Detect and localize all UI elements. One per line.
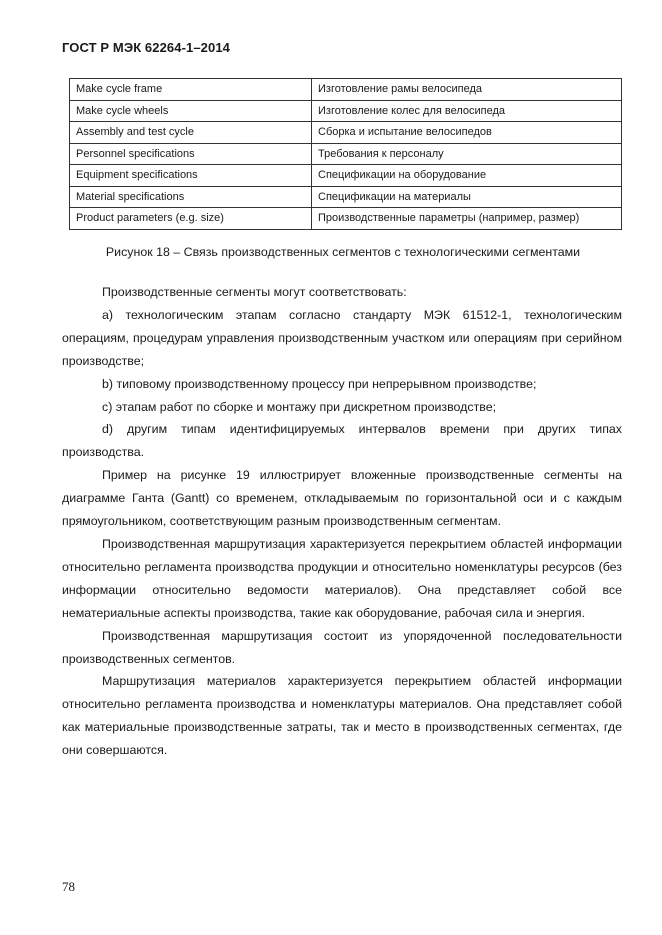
paragraph: Производственные сегменты могут соответствовать: bbox=[102, 285, 407, 299]
table-cell-ru: Изготовление колес для велосипеда bbox=[312, 100, 622, 122]
table-row bbox=[70, 186, 622, 208]
table-cell-ru: Сборка и испытание велосипедов bbox=[312, 122, 622, 144]
paragraph: а) технологическим этапам согласно стандарту МЭК 61512-1, технологическим операциям, процедурам управления производственным участком или операциям при серийном производстве; bbox=[62, 307, 622, 368]
table-cell-en: Make cycle wheels bbox=[70, 100, 312, 122]
page-number: 78 bbox=[62, 879, 75, 894]
table-cell-ru: Спецификации на оборудование bbox=[312, 165, 622, 187]
table-cell-en: Material specifications bbox=[70, 186, 312, 208]
table-cell-en: Product parameters (e.g. size) bbox=[70, 208, 312, 230]
paragraph: b) типовому производственному процессу при непрерывном производстве; bbox=[102, 376, 537, 391]
paragraph: Маршрутизация материалов характеризуется перекрытием областей информации относительно регламента производства и номенклатуры материалов. Она представляет собой как материальные производственные затраты, так и место в производственных сегментах, где они совершаются. bbox=[62, 674, 622, 758]
paragraph: Пример на рисунке 19 иллюстрирует вложенные производственные сегменты на диаграмме Ганта (Gantt) со временем, откладываемым по горизонтальной оси и с каждым прямоугольником, соответствующим разным производственным сегментам. bbox=[62, 468, 622, 529]
table-cell-en: Assembly and test cycle bbox=[70, 122, 312, 144]
body-text bbox=[62, 281, 622, 762]
table-cell-en: Equipment specifications bbox=[70, 165, 312, 187]
paragraph: Производственная маршрутизация состоит из упорядоченной последовательности производственных сегментов. bbox=[62, 628, 622, 666]
table-cell-ru: Требования к персоналу bbox=[312, 143, 622, 165]
table-cell-ru: Производственные параметры (например, размер) bbox=[312, 208, 622, 230]
table-row bbox=[70, 122, 622, 144]
paragraph: Производственная маршрутизация характеризуется перекрытием областей информации относительно регламента производства продукции и относительно номенклатуры ресурсов (без информации относительно ведомости материалов). Она представляет собой все нематериальные аспекты производства, такие как оборудование, рабочая сила и энергия. bbox=[62, 536, 622, 620]
paragraph: c) этапам работ по сборке и монтажу при дискретном производстве; bbox=[102, 399, 497, 414]
document-header: ГОСТ Р МЭК 62264-1–2014 bbox=[62, 40, 230, 55]
table-row bbox=[70, 143, 622, 165]
table-cell-ru: Изготовление рамы велосипеда bbox=[312, 79, 622, 101]
table-row bbox=[70, 100, 622, 122]
figure-caption: Рисунок 18 – Связь производственных сегментов с технологическими сегментами bbox=[105, 245, 581, 259]
table-cell-ru: Спецификации на материалы bbox=[312, 186, 622, 208]
table-row bbox=[70, 165, 622, 187]
table-row bbox=[70, 208, 622, 230]
segment-mapping-table bbox=[69, 78, 622, 230]
table-row bbox=[70, 79, 622, 101]
table-cell-en: Make cycle frame bbox=[70, 79, 312, 101]
table-cell-en: Personnel specifications bbox=[70, 143, 312, 165]
paragraph: d) другим типам идентифицируемых интервалов времени при других типах производства. bbox=[62, 422, 622, 460]
